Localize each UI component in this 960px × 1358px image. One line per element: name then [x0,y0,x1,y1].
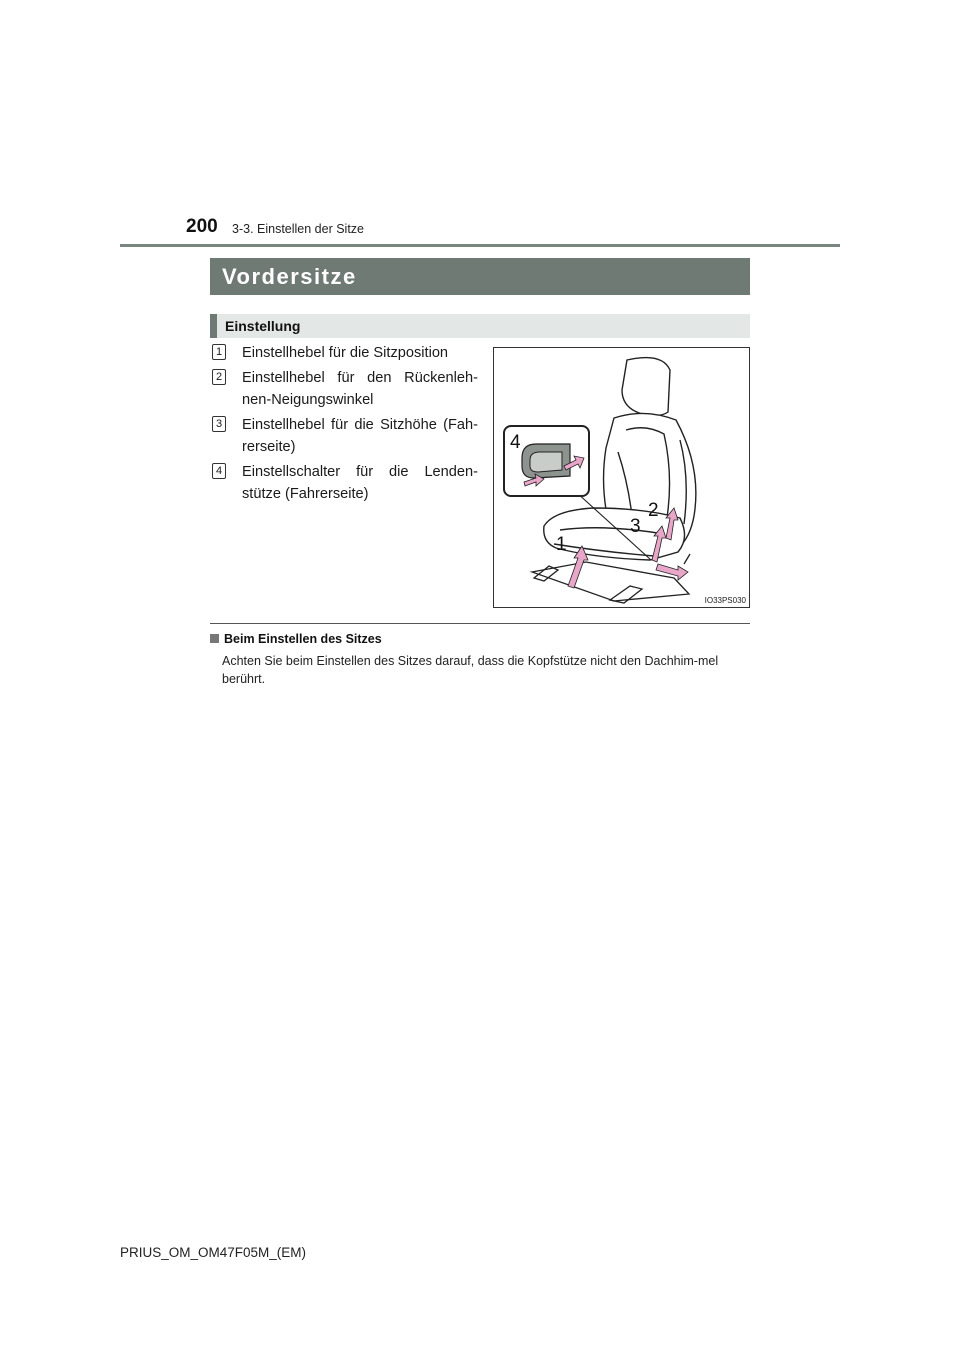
list-item [212,342,478,364]
note-heading-text: Beim Einstellen des Sitzes [224,632,382,646]
list-item [212,461,478,505]
section-title: Vordersitze [210,258,750,295]
subsection-title: Einstellung [210,314,750,338]
breadcrumb: 3-3. Einstellen der Sitze [232,222,365,236]
callout-label: 1 [556,534,567,555]
list-item [212,367,478,411]
seat-drawing [494,348,749,607]
item-number-badge: 3 [212,416,226,432]
item-text: Einstellhebel für die Sitzhöhe (Fah-rerseite) [242,417,478,455]
callout-label: 4 [510,432,521,453]
note-text: Achten Sie beim Einstellen des Sitzes darauf, dass die Kopfstütze nicht den Dachhim-mel berührt. [222,654,719,686]
seat-illustration [493,347,750,608]
adjustment-item-list [212,342,478,508]
item-number-badge: 2 [212,369,226,385]
seat-rails [532,554,690,603]
item-number-badge: 4 [212,463,226,479]
item-text: Einstellhebel für den Rückenleh-nen-Neigungswinkel [242,370,478,408]
square-bullet-icon [210,634,219,643]
page-number: 200 [186,216,218,237]
item-number-badge: 1 [212,344,226,360]
header-rule [120,244,840,247]
footer-doc-id: PRIUS_OM_OM47F05M_(EM) [120,1245,307,1260]
note-divider [210,623,750,624]
illustration-id: IO33PS030 [704,596,746,605]
note-heading [210,632,382,646]
item-text: Einstellschalter für die Lenden-stütze (Fahrerseite) [242,464,478,502]
list-item [212,414,478,458]
item-text: Einstellhebel für die Sitzposition [242,345,449,361]
callout-label: 3 [630,516,641,537]
callout-label: 2 [648,500,659,521]
